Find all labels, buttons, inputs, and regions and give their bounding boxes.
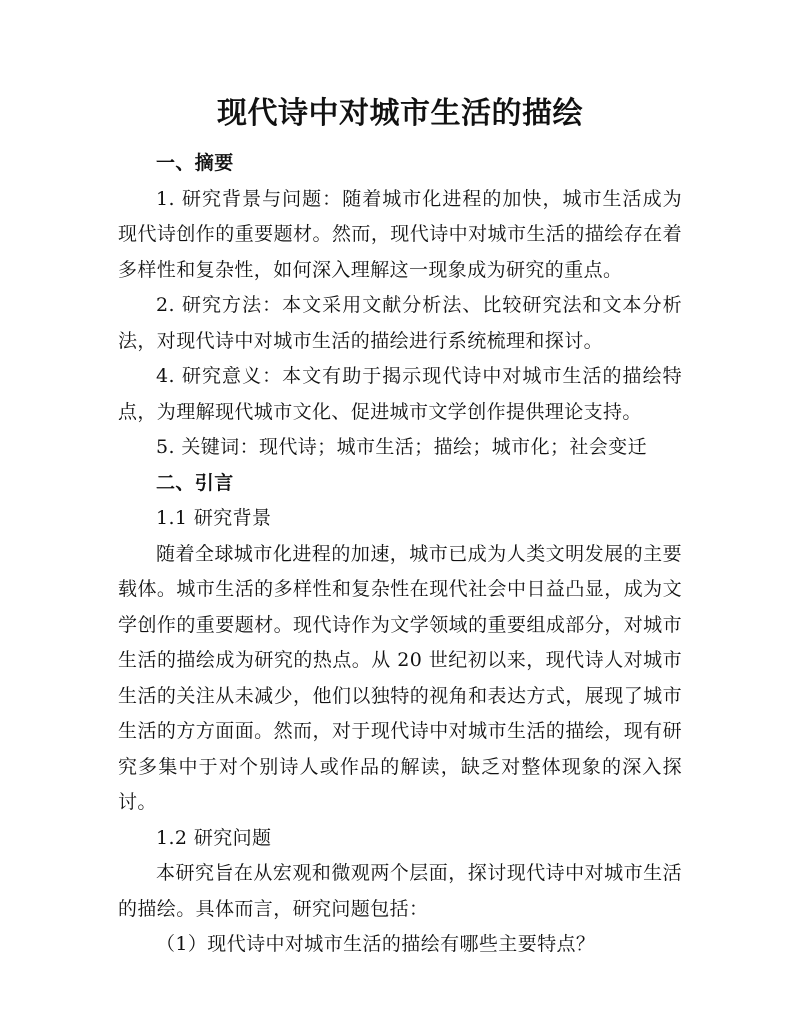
abstract-heading: 一、摘要 [156,152,234,174]
introduction-heading: 二、引言 [156,471,234,494]
abstract-item-background: 1. 研究背景与问题：随着城市化进程的加快，城市生活成为现代诗创作的重要题材。然而，现代诗中对城市生活的描绘存在着多样性和复杂性，如何深入理解这一现象成为研究的重点。 [118,187,682,281]
background-paragraph: 随着全球城市化进程的加速，城市已成为人类文明发展的主要载体。城市生活的多样性和复杂性在现代社会中日益凸显，成为文学创作的重要题材。现代诗作为文学领域的重要组成部分，对城市生活的描绘成为研究的热点。从 20 世纪初以来，现代诗人对城市生活的关注从未减少，他们以独特的视角和表达方式，展现了城市生活的方方面面。然而，对于现代诗中对城市生活的描绘，现有研究多集中于对个别诗人或作品的解读，缺乏对整体现象的深入探讨。 [118,542,682,813]
subsection-heading-questions: 1.2 研究问题 [156,826,272,849]
document-title: 现代诗中对城市生活的描绘 [217,96,583,131]
document-body [118,146,682,963]
abstract-item-method: 2. 研究方法：本文采用文献分析法、比较研究法和文本分析法，对现代诗中对城市生活的描绘进行系统梳理和探讨。 [118,294,682,352]
questions-paragraph: 本研究旨在从宏观和微观两个层面，探讨现代诗中对城市生活的描绘。具体而言，研究问题包括： [118,862,682,920]
abstract-item-significance: 4. 研究意义：本文有助于揭示现代诗中对城市生活的描绘特点，为理解现代城市文化、促进城市文学创作提供理论支持。 [118,365,682,423]
subsection-heading-background: 1.1 研究背景 [156,507,272,529]
research-question-1: （1）现代诗中对城市生活的描绘有哪些主要特点？ [156,933,596,955]
abstract-item-keywords: 5. 关键词：现代诗；城市生活；描绘；城市化；社会变迁 [156,436,647,458]
